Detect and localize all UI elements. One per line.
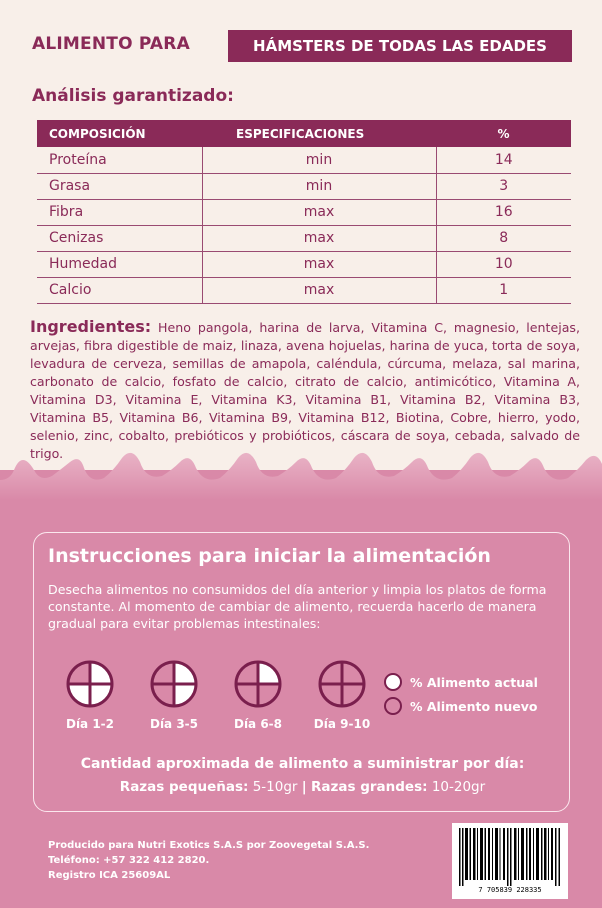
- large-breeds-value: 10-20gr: [431, 779, 486, 795]
- footer-phone: Teléfono: +57 322 412 2820.: [48, 855, 210, 866]
- legend-item-new: [384, 697, 538, 715]
- instructions-title: Instrucciones para iniciar la alimentación: [48, 545, 491, 567]
- day-label: Día 1-2: [65, 717, 115, 731]
- ingredients-text: Heno pangola, harina de larva, Vitamina C, magnesio, lentejas, arvejas, fibra digestible de maiz, linaza, avena hojuelas, harina de yuca, torta de soya, levadura de cerveza, semillas de amapola, caléndula, cúrcuma, melaza, sal marina, carbonato de calcio, fosfato de calcio, citrato de calcio, antimicótico, Vitamina A, Vitamina D3, Vitamina E, Vitamina K3, Vitamina B1, Vitamina B2, Vitamina B3, Vitamina B5, Vitamina B6, Vitamina B9, Vitamina B12, Biotina, Cobre, hierro, yodo, selenio, zinc, cobalto, prebióticos y probióticos, cáscara de soya, cebada, salvado de trigo.: [30, 320, 580, 461]
- cell-composition: Cenizas: [37, 225, 202, 251]
- day-label: Día 9-10: [313, 717, 371, 731]
- table-row: [37, 199, 571, 225]
- footer-producer: Producido para Nutri Exotics S.A.S por Zoovegetal S.A.S.: [48, 840, 370, 851]
- instructions-box: [33, 532, 570, 812]
- cell-percent: 8: [436, 225, 571, 251]
- separator: |: [301, 779, 307, 795]
- circle-quarters-icon: [65, 659, 115, 709]
- table-row: [37, 147, 571, 173]
- small-breeds-label: Razas pequeñas:: [119, 779, 249, 795]
- transition-days: [48, 659, 388, 729]
- header-left-title: ALIMENTO PARA: [32, 34, 190, 54]
- barcode-number: 7 705839 228335: [478, 886, 542, 894]
- scallop-border-decoration: [0, 440, 602, 500]
- cell-composition: Grasa: [37, 173, 202, 199]
- analysis-table: [37, 120, 571, 304]
- column-header: COMPOSICIÓN: [37, 120, 202, 147]
- footer-registry: Registro ICA 25609AL: [48, 870, 171, 881]
- cell-specification: max: [202, 251, 436, 277]
- cell-specification: max: [202, 225, 436, 251]
- day-item: [48, 659, 132, 731]
- circle-quarters-icon: [149, 659, 199, 709]
- ingredients-label: Ingredientes:: [30, 317, 152, 336]
- cell-composition: Proteína: [37, 147, 202, 173]
- circle-quarters-icon: [233, 659, 283, 709]
- footer-info: [48, 838, 369, 883]
- header: [32, 30, 572, 62]
- legend-item-current: [384, 673, 538, 691]
- table-row: [37, 277, 571, 303]
- cell-specification: max: [202, 199, 436, 225]
- legend-label: % Alimento nuevo: [410, 698, 538, 714]
- column-header: %: [436, 120, 571, 147]
- cell-percent: 10: [436, 251, 571, 277]
- cell-composition: Fibra: [37, 199, 202, 225]
- table-row: [37, 173, 571, 199]
- day-item: [300, 659, 384, 731]
- table-row: [37, 225, 571, 251]
- cell-composition: Calcio: [37, 277, 202, 303]
- cell-percent: 3: [436, 173, 571, 199]
- header-right-banner: HÁMSTERS DE TODAS LAS EDADES: [228, 30, 572, 62]
- table-row: [37, 251, 571, 277]
- day-label: Día 6-8: [233, 717, 283, 731]
- barcode-icon: [457, 828, 563, 886]
- cell-percent: 1: [436, 277, 571, 303]
- cell-percent: 16: [436, 199, 571, 225]
- quantity-title: Cantidad aproximada de alimento a suministrar por día:: [80, 756, 525, 772]
- cell-specification: min: [202, 147, 436, 173]
- circle-icon: [384, 697, 402, 715]
- small-breeds-value: 5-10gr: [252, 779, 298, 795]
- cell-composition: Humedad: [37, 251, 202, 277]
- legend: [384, 673, 538, 721]
- day-item: [216, 659, 300, 731]
- day-item: [132, 659, 216, 731]
- analysis-title: Análisis garantizado:: [32, 86, 234, 106]
- barcode: [452, 823, 568, 899]
- instructions-text: Desecha alimentos no consumidos del día anterior y limpia los platos de forma constante. Al momento de cambiar de alimento, recuerda hacerlo de manera gradual para evitar problemas intestinales:: [48, 582, 547, 631]
- cell-percent: 14: [436, 147, 571, 173]
- day-label: Día 3-5: [149, 717, 199, 731]
- table-header-row: [37, 120, 571, 147]
- large-breeds-label: Razas grandes:: [311, 779, 428, 795]
- circle-icon: [384, 673, 402, 691]
- cell-specification: max: [202, 277, 436, 303]
- circle-quarters-icon: [317, 659, 367, 709]
- column-header: ESPECIFICACIONES: [202, 120, 436, 147]
- legend-label: % Alimento actual: [410, 674, 538, 690]
- quantity-line: [34, 779, 571, 795]
- cell-specification: min: [202, 173, 436, 199]
